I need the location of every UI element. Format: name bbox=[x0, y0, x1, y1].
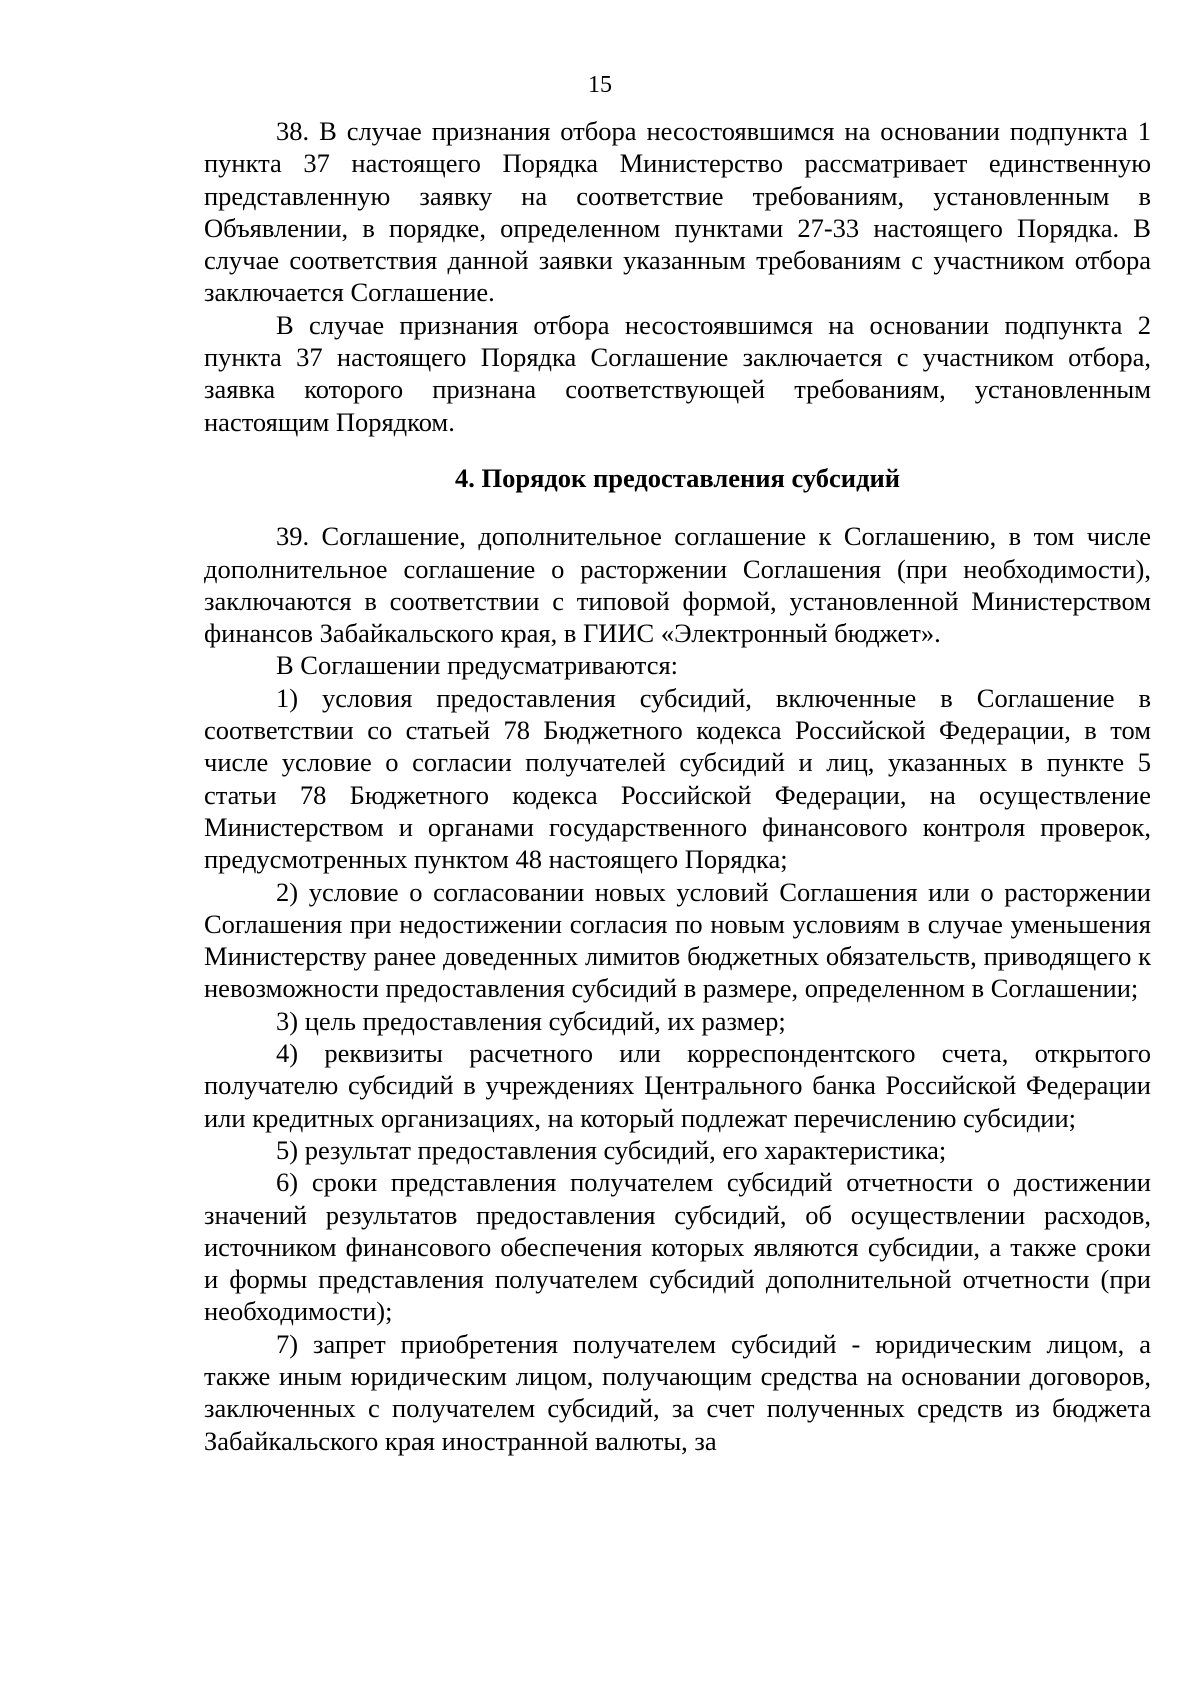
paragraph-39: 39. Соглашение, дополнительное соглашение к Соглашению, в том числе дополнительное соглашение о расторжении Соглашения (при необходимости), заключаются в соответствии с типовой формой, установленной Министерством финансов Забайкальского края, в ГИИС «Электронный бюджет». bbox=[204, 521, 1151, 649]
page-number: 15 bbox=[588, 72, 612, 98]
list-item-5: 5) результат предоставления субсидий, его характеристика; bbox=[276, 1134, 947, 1165]
list-item-3: 3) цель предоставления субсидий, их размер; bbox=[276, 1005, 786, 1036]
list-item-1: 1) условия предоставления субсидий, включенные в Соглашение в соответствии со статьей 78 Бюджетного кодекса Российской Федерации, в том числе условие о согласии получателей субсидий и лиц, указанных в пункте 5 статьи 78 Бюджетного кодекса Российской Федерации, на осуществление Министерством и органами государственного финансового контроля проверок, предусмотренных пунктом 48 настоящего Порядка; bbox=[204, 682, 1151, 875]
list-item-7: 7) запрет приобретения получателем субсидий - юридическим лицом, а также иным юридическим лицом, получающим средства на основании договоров, заключенных с получателем субсидий, за счет полученных средств из бюджета Забайкальского края иностранной валюты, за bbox=[204, 1328, 1151, 1456]
list-item-6: 6) сроки представления получателем субсидий отчетности о достижении значений результатов предоставления субсидий, об осуществлении расходов, источником финансового обеспечения которых являются субсидии, а также сроки и формы представления получателем субсидий дополнительной отчетности (при необходимости); bbox=[204, 1167, 1151, 1327]
document-body bbox=[204, 115, 1151, 1457]
paragraph-38: 38. В случае признания отбора несостоявшимся на основании подпункта 1 пункта 37 настоящего Порядка Министерство рассматривает единственную представленную заявку на соответствие требованиям, установленным в Объявлении, в порядке, определенном пунктами 27-33 настоящего Порядка. В случае соответствия данной заявки указанным требованиям с участником отбора заключается Соглашение. bbox=[204, 116, 1151, 308]
list-item-2: 2) условие о согласовании новых условий Соглашения или о расторжении Соглашения при недостижении согласия по новым условиям в случае уменьшения Министерству ранее доведенных лимитов бюджетных обязательств, приводящего к невозможности предоставления субсидий в размере, определенном в Соглашении; bbox=[204, 876, 1151, 1004]
list-item-4: 4) реквизиты расчетного или корреспондентского счета, открытого получателю субсидий в учреждениях Центрального банка Российской Федерации или кредитных организациях, на который подлежат перечислению субсидии; bbox=[204, 1038, 1151, 1133]
agreement-provisions-intro: В Соглашении предусматриваются: bbox=[276, 650, 679, 681]
section-heading: 4. Порядок предоставления субсидий bbox=[454, 462, 901, 493]
paragraph-38-continued: В случае признания отбора несостоявшимся на основании подпункта 2 пункта 37 настоящего Порядка Соглашение заключается с участником отбора, заявка которого признана соответствующей требованиям, установленным настоящим Порядком. bbox=[204, 309, 1151, 437]
